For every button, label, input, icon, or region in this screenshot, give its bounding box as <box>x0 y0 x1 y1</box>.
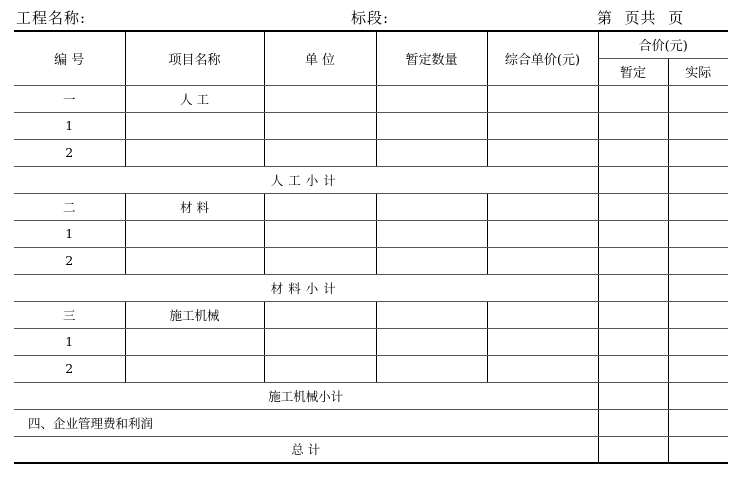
qty-cell[interactable] <box>376 328 487 355</box>
labor-subtotal-label: 人工小计 <box>14 166 598 193</box>
table-row <box>14 193 728 220</box>
qty-cell[interactable] <box>376 112 487 139</box>
qty-cell[interactable] <box>376 139 487 166</box>
grand-total-label: 总 计 <box>14 436 598 463</box>
price-cell[interactable] <box>487 355 598 382</box>
unit-cell[interactable] <box>264 112 376 139</box>
item-name-cell[interactable] <box>125 328 264 355</box>
col-header-actual: 实际 <box>668 58 728 85</box>
unit-cell[interactable] <box>264 328 376 355</box>
unit-cell[interactable] <box>264 139 376 166</box>
provisional-cell[interactable] <box>598 166 668 193</box>
subtotal-row <box>14 274 728 301</box>
qty-cell[interactable] <box>376 220 487 247</box>
table-row <box>14 247 728 274</box>
provisional-cell[interactable] <box>598 301 668 328</box>
price-cell[interactable] <box>487 85 598 112</box>
row-number: 三 <box>14 301 125 328</box>
provisional-cell[interactable] <box>598 85 668 112</box>
management-fee-label: 四、企业管理费和利润 <box>14 409 598 436</box>
qty-cell[interactable] <box>376 301 487 328</box>
col-header-unit: 单 位 <box>264 31 376 85</box>
row-number: 1 <box>14 328 125 355</box>
provisional-cell[interactable] <box>598 247 668 274</box>
col-header-number: 编 号 <box>14 31 125 85</box>
col-header-provisional-qty: 暂定数量 <box>376 31 487 85</box>
col-header-provisional: 暂定 <box>598 58 668 85</box>
qty-cell[interactable] <box>376 193 487 220</box>
provisional-cell[interactable] <box>598 274 668 301</box>
table-row <box>14 85 728 112</box>
unit-cell[interactable] <box>264 355 376 382</box>
actual-cell[interactable] <box>668 85 728 112</box>
actual-cell[interactable] <box>668 139 728 166</box>
price-cell[interactable] <box>487 301 598 328</box>
table-row <box>14 328 728 355</box>
material-subtotal-label: 材料小计 <box>14 274 598 301</box>
col-header-unit-price: 综合单价(元) <box>487 31 598 85</box>
provisional-cell[interactable] <box>598 382 668 409</box>
price-cell[interactable] <box>487 139 598 166</box>
actual-cell[interactable] <box>668 436 728 463</box>
table-row <box>14 301 728 328</box>
row-item-name: 施工机械 <box>125 301 264 328</box>
provisional-cell[interactable] <box>598 436 668 463</box>
unit-cell[interactable] <box>264 220 376 247</box>
table-row <box>14 220 728 247</box>
price-cell[interactable] <box>487 328 598 355</box>
actual-cell[interactable] <box>668 355 728 382</box>
provisional-cell[interactable] <box>598 328 668 355</box>
actual-cell[interactable] <box>668 112 728 139</box>
row-number: 1 <box>14 112 125 139</box>
row-number: 2 <box>14 247 125 274</box>
provisional-cell[interactable] <box>598 139 668 166</box>
table-row <box>14 112 728 139</box>
price-cell[interactable] <box>487 247 598 274</box>
col-header-total-price: 合价(元) <box>598 31 728 58</box>
management-row <box>14 409 728 436</box>
provisional-cell[interactable] <box>598 112 668 139</box>
row-number: 二 <box>14 193 125 220</box>
item-name-cell[interactable] <box>125 355 264 382</box>
section-label: 标段: <box>351 9 390 27</box>
row-number: 一 <box>14 85 125 112</box>
price-cell[interactable] <box>487 112 598 139</box>
row-item-name: 人 工 <box>125 85 264 112</box>
provisional-cell[interactable] <box>598 193 668 220</box>
actual-cell[interactable] <box>668 193 728 220</box>
provisional-cell[interactable] <box>598 355 668 382</box>
actual-cell[interactable] <box>668 220 728 247</box>
unit-cell[interactable] <box>264 85 376 112</box>
item-name-cell[interactable] <box>125 220 264 247</box>
item-name-cell[interactable] <box>125 139 264 166</box>
row-number: 2 <box>14 355 125 382</box>
price-cell[interactable] <box>487 220 598 247</box>
actual-cell[interactable] <box>668 247 728 274</box>
project-name-label: 工程名称: <box>16 9 87 27</box>
unit-cell[interactable] <box>264 193 376 220</box>
table-row <box>14 355 728 382</box>
actual-cell[interactable] <box>668 328 728 355</box>
item-name-cell[interactable] <box>125 247 264 274</box>
provisional-cell[interactable] <box>598 220 668 247</box>
row-number: 2 <box>14 139 125 166</box>
actual-cell[interactable] <box>668 274 728 301</box>
page-count-label: 第 页共 页 <box>597 9 685 27</box>
subtotal-row <box>14 166 728 193</box>
actual-cell[interactable] <box>668 301 728 328</box>
col-header-item-name: 项目名称 <box>125 31 264 85</box>
qty-cell[interactable] <box>376 247 487 274</box>
machine-subtotal-label: 施工机械小计 <box>14 382 598 409</box>
unit-cell[interactable] <box>264 247 376 274</box>
subtotal-row <box>14 382 728 409</box>
unit-cell[interactable] <box>264 301 376 328</box>
actual-cell[interactable] <box>668 382 728 409</box>
provisional-cell[interactable] <box>598 409 668 436</box>
row-item-name: 材 料 <box>125 193 264 220</box>
qty-cell[interactable] <box>376 355 487 382</box>
table-row <box>14 139 728 166</box>
actual-cell[interactable] <box>668 166 728 193</box>
daywork-table <box>14 30 728 464</box>
item-name-cell[interactable] <box>125 112 264 139</box>
row-number: 1 <box>14 220 125 247</box>
grand-total-row <box>14 436 728 463</box>
actual-cell[interactable] <box>668 409 728 436</box>
qty-cell[interactable] <box>376 85 487 112</box>
price-cell[interactable] <box>487 193 598 220</box>
